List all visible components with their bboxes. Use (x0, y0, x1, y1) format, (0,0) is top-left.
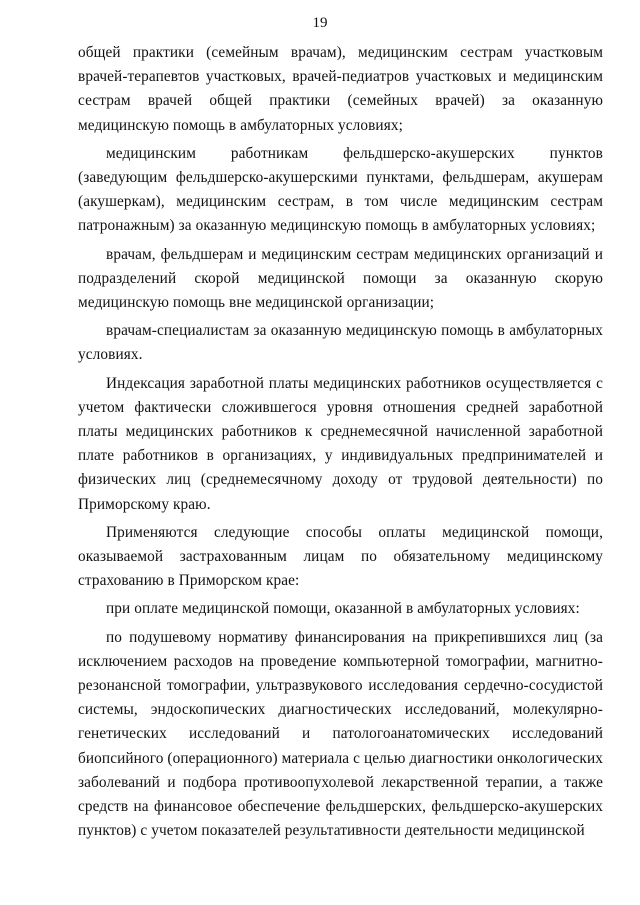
page-number: 19 (312, 15, 328, 31)
paragraph-emergency-care: врачам, фельдшерам и медицинским сестрам медицинских организаций и подразделений скорой медицинской помощи за оказанную скорую медицинскую помощь вне медицинской организации; (78, 245, 603, 312)
paragraph-outpatient-payment: при оплате медицинской помощи, оказанной в амбулаторных условиях: (106, 600, 580, 618)
paragraph-specialists: врачам-специалистам за оказанную медицинскую помощь в амбулаторных условиях. (78, 322, 603, 364)
document-body (78, 41, 603, 844)
paragraph-payment-methods: Применяются следующие способы оплаты медицинской помощи, оказываемой застрахованным лицам по обязательному медицинскому страхованию в Приморском крае: (78, 523, 603, 590)
paragraph-per-capita-norm: по подушевому нормативу финансирования на прикрепившихся лиц (за исключением расходов на проведение компьютерной томографии, магнитно-резонансной томографии, ультразвукового исследования сердечно-сосудистой системы, эндоскопических диагностических исследований, молекулярно-генетических исследований и патологоанатомических исследований биопсийного (операционного) материала с целью диагностики онкологических заболеваний и подбора противоопухолевой лекарственной терапии, а также средств на финансовое обеспечение фельдшерских, фельдшерско-акушерских пунктов) с учетом показателей результативности деятельности медицинской (78, 628, 603, 840)
paragraph-salary-indexation: Индексация заработной платы медицинских работников осуществляется с учетом фактически сложившегося уровня отношения средней заработной платы медицинских работников к среднемесячной начисленной заработной плате работников в организациях, у индивидуальных предпринимателей и физических лиц (среднемесячному доходу от трудовой деятельности) по Приморскому краю. (78, 374, 603, 513)
paragraph-continuation: общей практики (семейным врачам), медицинским сестрам участковым врачей-терапевтов участковых, врачей-педиатров участковых и медицинским сестрам врачей общей практики (семейных врачей) за оказанную медицинскую помощь в амбулаторных условиях; (78, 44, 603, 134)
paragraph-feldsher-points: медицинским работникам фельдшерско-акушерских пунктов (заведующим фельдшерско-акушерскими пунктами, фельдшерам, акушерам (акушеркам), медицинским сестрам, в том числе медицинским сестрам патронажным) за оказанную медицинскую помощь в амбулаторных условиях; (78, 144, 603, 235)
